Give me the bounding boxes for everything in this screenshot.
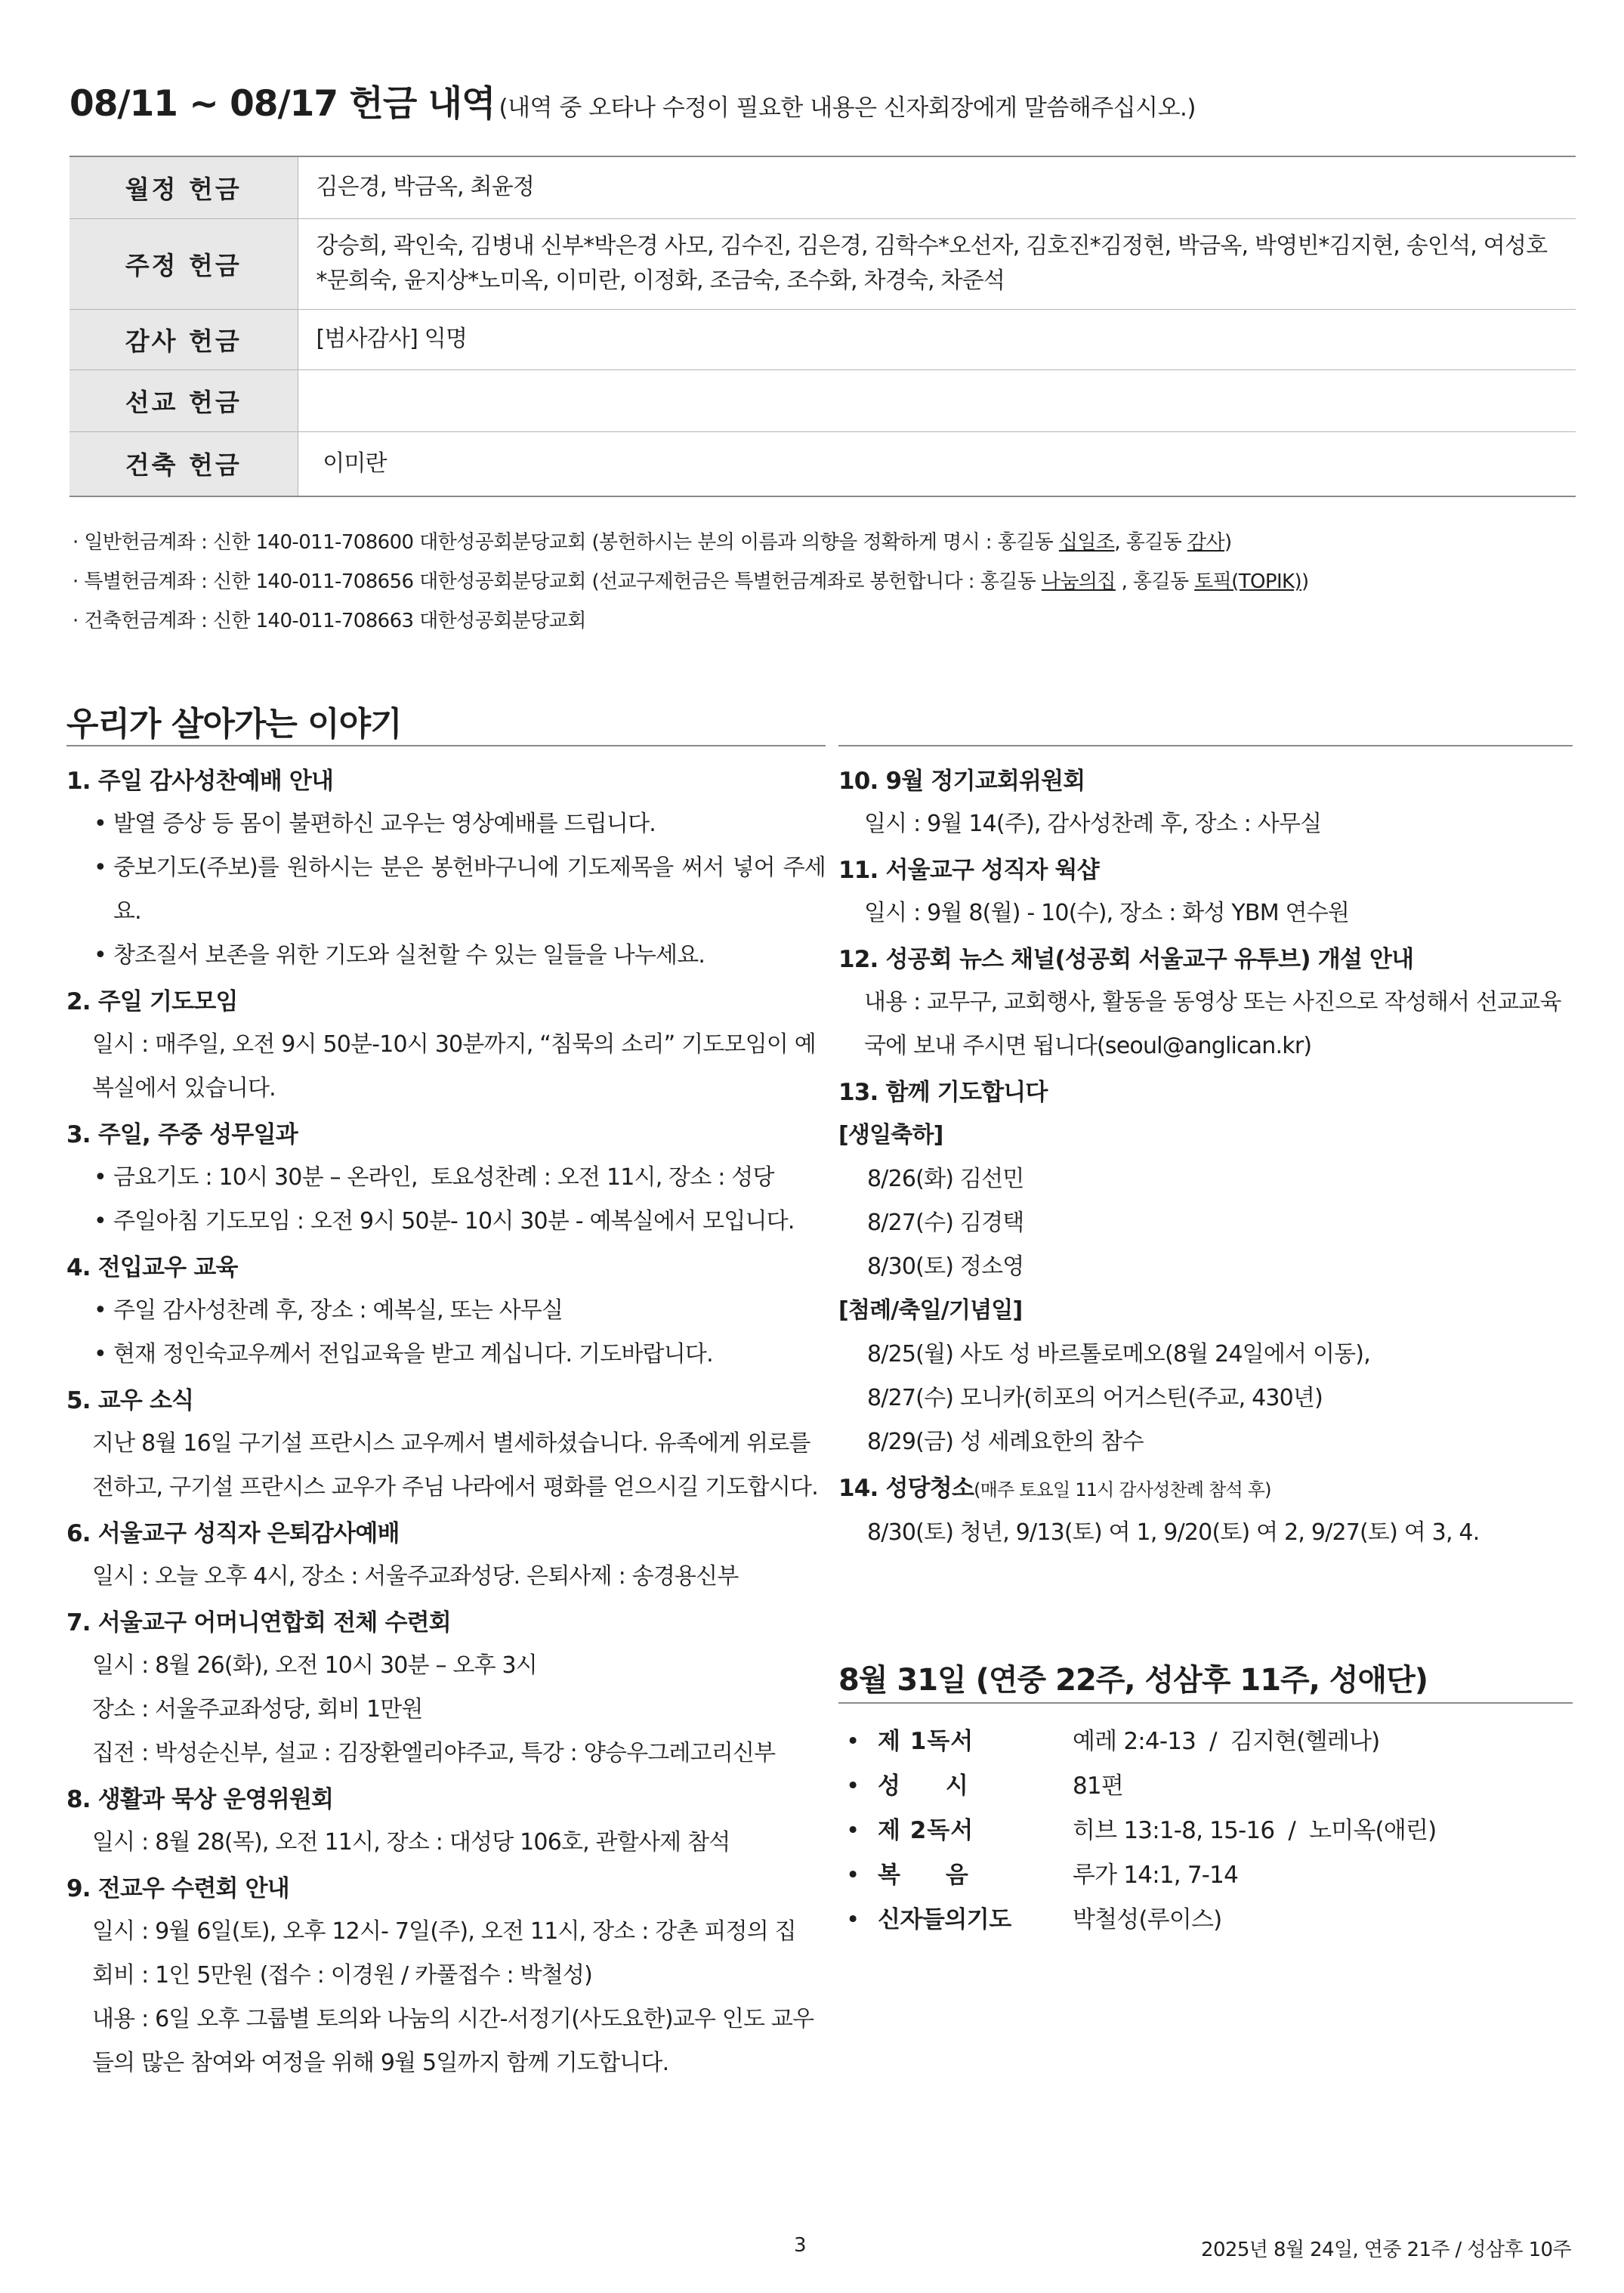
- story-subheading: [첨례/축일/기념일]: [838, 1297, 1023, 1324]
- story-bullet: • 주일아침 기도모임 : 오전 9시 50분- 10시 30분 - 예복실에서 모입니다.: [92, 1200, 826, 1244]
- story-text: 지난 8월 16일 구기설 프란시스 교우께서 별세하셨습니다. 유족에게 위로를 전하고, 구기설 프란시스 교우가 주님 나라에서 평화를 얻으시길 기도합시다.: [92, 1430, 818, 1500]
- birthday-entry: 8/26(화) 김선민: [867, 1166, 1024, 1192]
- account-text: ): [1224, 531, 1232, 554]
- story-bullet: • 주일 감사성찬례 후, 장소 : 예복실, 또는 사무실: [92, 1289, 826, 1333]
- story-title: 4. 전입교우 교육: [66, 1254, 238, 1281]
- account-example: 토픽(TOPIK): [1194, 570, 1302, 593]
- offering-row-weekly: [69, 218, 1576, 309]
- story-title-note: (매주 토요일 11시 감사성찬례 참석 후): [974, 1479, 1271, 1500]
- story-bullet: • 창조질서 보존을 위한 기도와 실천할 수 있는 일들을 나누세요.: [92, 934, 826, 978]
- lectionary-row: [846, 1853, 1436, 1898]
- offering-label: 감사 헌금: [69, 309, 298, 369]
- account-general: [73, 523, 1309, 562]
- story-item-13: [838, 1071, 1575, 1464]
- bullet: •: [846, 1772, 860, 1800]
- lectionary-value: 히브 13:1-8, 15-16 / 노미옥(애린): [1073, 1817, 1437, 1844]
- offering-title: 08/11 ~ 08/17 헌금 내역: [69, 83, 496, 125]
- story-item-4: [66, 1247, 826, 1377]
- story-item-6: [66, 1513, 826, 1599]
- story-item-3: [66, 1114, 826, 1244]
- stories-left-column: [66, 760, 826, 2085]
- stories-right-column: [838, 760, 1575, 1555]
- offering-label: 월정 헌금: [69, 156, 298, 218]
- lectionary-list: [846, 1720, 1436, 1942]
- story-title: 10. 9월 정기교회위원회: [838, 768, 1085, 795]
- story-title: 7. 서울교구 어머니연합회 전체 수련회: [66, 1609, 451, 1636]
- story-item-11: [838, 849, 1575, 935]
- bullet: •: [846, 1862, 860, 1889]
- lectionary-row: [846, 1764, 1436, 1809]
- account-text: · 건축헌금계좌 : 신한 140-011-708663 대한성공회분당교회: [73, 610, 586, 632]
- story-title-text: 14. 성당청소: [838, 1475, 974, 1502]
- account-text: · 일반헌금계좌 : 신한 140-011-708600 대한성공회분당교회 (봉헌하시는 분의 이름과 의향을 정확하게 명시 : 홍길동: [73, 531, 1059, 554]
- account-text: , 홍길동: [1115, 570, 1195, 593]
- lectionary-value: 박철성(루이스): [1073, 1906, 1222, 1933]
- story-title: 8. 생활과 묵상 운영위원회: [66, 1786, 334, 1813]
- birthday-entry: 8/27(수) 김경택: [867, 1210, 1024, 1236]
- account-notes: [73, 523, 1309, 641]
- story-text: 일시 : 9월 14(주), 감사성찬례 후, 장소 : 사무실: [864, 811, 1322, 837]
- offering-row-mission: [69, 369, 1576, 431]
- offering-label: 주정 헌금: [69, 218, 298, 309]
- feast-entry: 8/27(수) 모니카(히포의 어거스틴(주교, 430년): [867, 1385, 1323, 1411]
- story-title: 11. 서울교구 성직자 웍샵: [838, 857, 1099, 884]
- lectionary-label: 신자들의기도: [878, 1906, 1011, 1933]
- offering-value: [298, 369, 1576, 431]
- birthday-entry: 8/30(토) 정소영: [867, 1253, 1024, 1280]
- lectionary-title: 8월 31일 (연중 22주, 성삼후 11주, 성애단): [838, 1663, 1428, 1698]
- offering-header: [69, 76, 1196, 126]
- story-title: 5. 교우 소식: [66, 1387, 194, 1414]
- story-text: 일시 : 9월 8(월) - 10(수), 장소 : 화성 YBM 연수원: [864, 900, 1350, 926]
- divider: [66, 745, 826, 746]
- lectionary-row: [846, 1809, 1436, 1853]
- lectionary-row: [846, 1720, 1436, 1764]
- story-title: 9. 전교우 수련회 안내: [66, 1875, 289, 1902]
- account-example: 나눔의집: [1041, 570, 1116, 593]
- story-title: 2. 주일 기도모임: [66, 988, 238, 1015]
- lectionary-value: 루가 14:1, 7-14: [1073, 1862, 1239, 1889]
- story-text: 일시 : 8월 26(화), 오전 10시 30분 – 오후 3시: [92, 1652, 537, 1679]
- offering-value: 이미란: [316, 450, 387, 477]
- story-item-2: [66, 981, 826, 1111]
- offering-value: 김은경, 박금옥, 최윤정: [298, 156, 1576, 218]
- feast-entry: 8/29(금) 성 세례요한의 참수: [867, 1429, 1144, 1455]
- story-text: 회비 : 1인 5만원 (접수 : 이경원 / 카풀접수 : 박철성): [92, 1962, 593, 1989]
- stories-title: 우리가 살아가는 이야기: [66, 705, 402, 743]
- account-text: ): [1301, 570, 1309, 593]
- lectionary-label: 제 1독서: [878, 1728, 974, 1755]
- story-item-5: [66, 1380, 826, 1510]
- account-example: 감사: [1187, 531, 1224, 554]
- story-title: 12. 성공회 뉴스 채널(성공회 서울교구 유투브) 개설 안내: [838, 946, 1414, 973]
- story-item-9: [66, 1868, 826, 2085]
- story-title: 3. 주일, 주중 성무일과: [66, 1121, 298, 1148]
- divider: [838, 745, 1573, 746]
- story-item-10: [838, 760, 1575, 846]
- story-subheading: [생일축하]: [838, 1122, 943, 1148]
- story-text: 일시 : 9월 6일(토), 오후 12시- 7일(주), 오전 11시, 장소 : 강촌 피정의 집: [92, 1918, 796, 1945]
- story-bullet: • 발열 증상 등 몸이 불편하신 교우는 영상예배를 드립니다.: [92, 802, 826, 846]
- story-text: 8/30(토) 청년, 9/13(토) 여 1, 9/20(토) 여 2, 9/27(토) 여 3, 4.: [867, 1519, 1480, 1546]
- lectionary-value: 81편: [1073, 1772, 1123, 1800]
- offering-value: 강승희, 곽인숙, 김병내 신부*박은경 사모, 김수진, 김은경, 김학수*오선자, 김호진*김정현, 박금옥, 박영빈*김지현, 송인석, 여성호*문희숙, 윤지상*노미옥, 이미란, 이정화, 조금숙, 조수화, 차경숙, 차준석: [298, 218, 1576, 309]
- story-text: 일시 : 8월 28(목), 오전 11시, 장소 : 대성당 106호, 관할사제 참석: [92, 1829, 730, 1856]
- lectionary-value: 예레 2:4-13 / 김지현(헬레나): [1073, 1728, 1380, 1755]
- story-item-7: [66, 1602, 826, 1775]
- lectionary-label: 제 2독서: [878, 1817, 974, 1844]
- footer-date: 2025년 8월 24일, 연중 21주 / 성삼후 10주: [1201, 2239, 1571, 2261]
- story-title: 13. 함께 기도합니다: [838, 1079, 1048, 1106]
- bullet: •: [846, 1906, 860, 1933]
- story-item-8: [66, 1778, 826, 1865]
- bullet: •: [846, 1728, 860, 1755]
- bullet: •: [846, 1817, 860, 1844]
- story-bullet: • 금요기도 : 10시 30분 – 온라인, 토요성찬례 : 오전 11시, 장소 : 성당: [92, 1156, 826, 1200]
- story-item-12: [838, 938, 1575, 1068]
- account-text: , 홍길동: [1114, 531, 1187, 554]
- feast-entry: 8/25(월) 사도 성 바르톨로메오(8월 24일에서 이동),: [867, 1341, 1370, 1367]
- divider: [838, 1702, 1573, 1704]
- story-text: 내용 : 교무구, 교회행사, 활동을 동영상 또는 사진으로 작성해서 선교교육국에 보내 주시면 됩니다(seoul@anglican.kr): [864, 989, 1561, 1059]
- story-bullet: • 중보기도(주보)를 원하시는 분은 봉헌바구니에 기도제목을 써서 넣어 주세요.: [92, 846, 826, 934]
- story-title: 1. 주일 감사성찬예배 안내: [66, 768, 334, 795]
- offering-label: 선교 헌금: [69, 369, 298, 431]
- offering-label: 건축 헌금: [69, 431, 298, 496]
- story-text: 장소 : 서울주교좌성당, 회비 1만원: [92, 1696, 423, 1723]
- offering-value: [범사감사] 익명: [298, 309, 1576, 369]
- offering-table: [69, 156, 1576, 497]
- lectionary-label: 복 음: [878, 1862, 969, 1889]
- story-text: 일시 : 매주일, 오전 9시 50분-10시 30분까지, “침묵의 소리” 기도모임이 예복실에서 있습니다.: [92, 1031, 816, 1102]
- account-example: 십일조: [1058, 531, 1115, 554]
- story-title: 6. 서울교구 성직자 은퇴감사예배: [66, 1520, 400, 1547]
- page-number: 3: [794, 2234, 807, 2257]
- story-item-14: [838, 1467, 1575, 1555]
- account-text: · 특별헌금계좌 : 신한 140-011-708656 대한성공회분당교회 (선교구제헌금은 특별헌금계좌로 봉헌합니다 : 홍길동: [73, 570, 1042, 593]
- account-building: [73, 601, 1309, 641]
- offering-row-monthly: [69, 156, 1576, 218]
- story-item-1: [66, 760, 826, 978]
- offering-row-thanks: [69, 309, 1576, 369]
- lectionary-row: [846, 1898, 1436, 1942]
- offering-subtitle: (내역 중 오타나 수정이 필요한 내용은 신자회장에게 말씀해주십시오.): [499, 94, 1196, 122]
- story-text: 집전 : 박성순신부, 설교 : 김장환엘리야주교, 특강 : 양승우그레고리신부: [92, 1740, 776, 1766]
- lectionary-label: 성 시: [878, 1772, 969, 1800]
- account-special: [73, 562, 1309, 601]
- offering-row-building: [69, 431, 1576, 496]
- story-bullet: • 현재 정인숙교우께서 전입교육을 받고 계십니다. 기도바랍니다.: [92, 1333, 826, 1377]
- story-title: [838, 1467, 1575, 1511]
- story-text: 내용 : 6일 오후 그룹별 토의와 나눔의 시간-서정기(사도요한)교우 인도 교우들의 많은 참여와 여정을 위해 9월 5일까지 함께 기도합니다.: [92, 2006, 814, 2076]
- story-text: 일시 : 오늘 오후 4시, 장소 : 서울주교좌성당. 은퇴사제 : 송경용신부: [92, 1563, 739, 1590]
